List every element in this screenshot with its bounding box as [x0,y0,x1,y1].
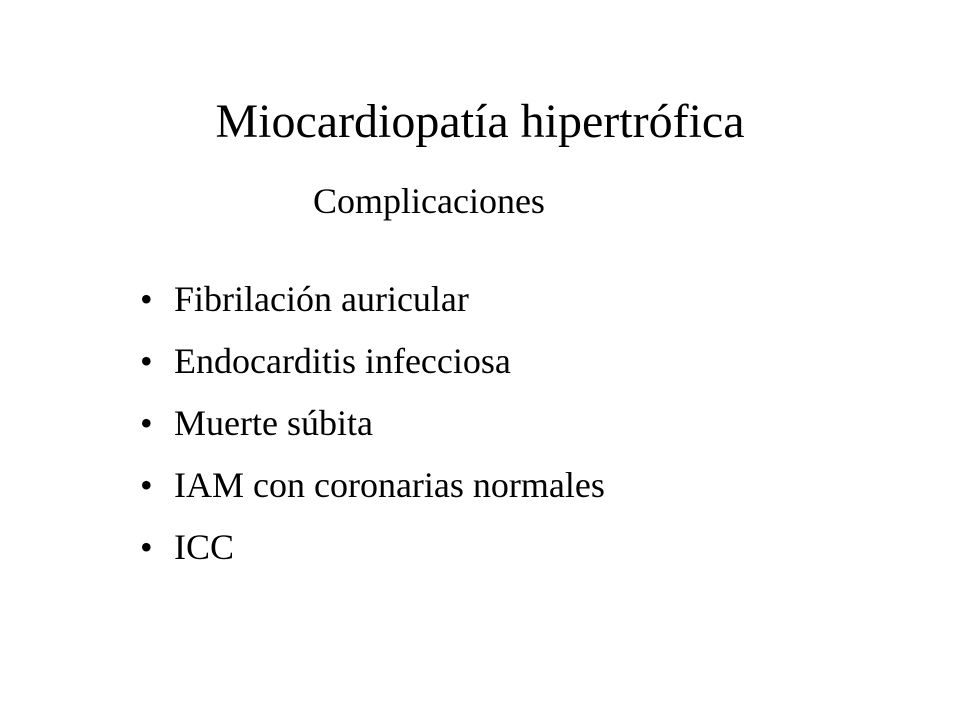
bullet-icon: • [140,279,153,319]
bullet-text: Muerte súbita [174,403,373,443]
slide-title: Miocardiopatía hipertrófica [215,95,745,148]
bullet-icon: • [140,527,153,567]
bullet-icon: • [140,403,153,443]
bullet-text: ICC [174,527,235,567]
bullet-text: Fibrilación auricular [174,279,469,319]
slide-subtitle: Complicaciones [313,181,545,221]
bullet-icon: • [140,341,153,381]
bullet-text: Endocarditis infecciosa [174,341,511,381]
bullet-icon: • [140,465,153,505]
bullet-text: IAM con coronarias normales [174,465,605,505]
